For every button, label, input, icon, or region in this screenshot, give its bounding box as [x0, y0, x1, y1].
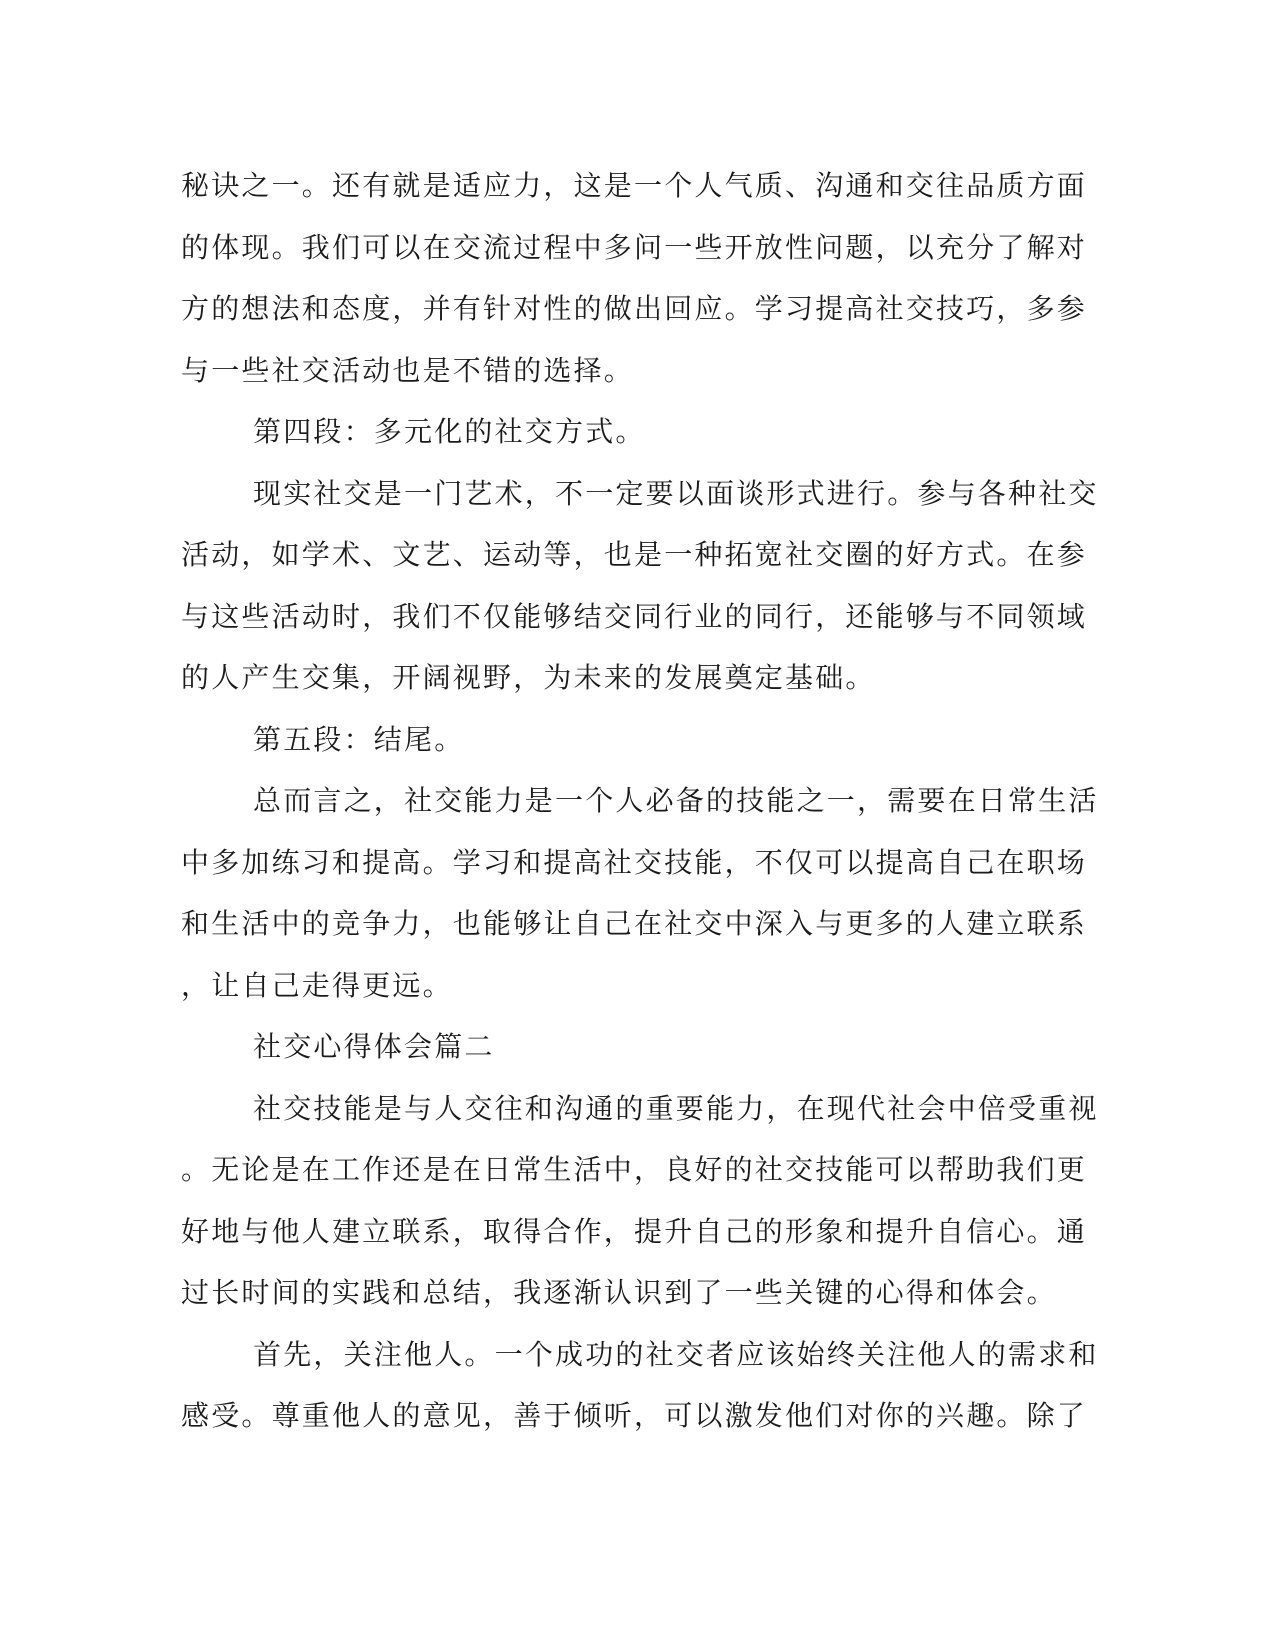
text-line: 社交心得体会篇二: [253, 1030, 495, 1063]
text-line: 的体现。我们可以在交流过程中多问一些开放性问题，以充分了解对: [181, 230, 1088, 264]
text-line: 和生活中的竞争力，也能够让自己在社交中深入与更多的人建立联系: [181, 907, 1088, 940]
text-line: 秘诀之一。还有就是适应力，这是一个人气质、沟通和交往品质方面: [181, 169, 1088, 202]
text-line: 活动，如学术、文艺、运动等，也是一种拓宽社交圈的好方式。在参: [181, 538, 1088, 571]
text-line: 。无论是在工作还是在日常生活中，良好的社交技能可以帮助我们更: [181, 1153, 1088, 1186]
text-line: 现实社交是一门艺术，不一定要以面谈形式进行。参与各种社交: [253, 476, 1099, 510]
text-line: 的人产生交集，开阔视野，为未来的发展奠定基础。: [181, 661, 876, 694]
text-line: 第五段：结尾。: [253, 722, 465, 756]
text-line: 感受。尊重他人的意见，善于倾听，可以激发他们对你的兴趣。除了: [181, 1399, 1088, 1432]
text-line: 过长时间的实践和总结，我逐渐认识到了一些关键的心得和体会。: [181, 1276, 1057, 1309]
text-line: 与这些活动时，我们不仅能够结交同行业的同行，还能够与不同领域: [181, 599, 1088, 633]
text-line: 方的想法和态度，并有针对性的做出回应。学习提高社交技巧，多参: [181, 292, 1088, 325]
text-line: 社交技能是与人交往和沟通的重要能力，在现代社会中倍受重视: [253, 1091, 1099, 1125]
text-line: 第四段：多元化的社交方式。: [253, 415, 646, 448]
text-line: 总而言之，社交能力是一个人必备的技能之一，需要在日常生活: [253, 784, 1099, 817]
text-line: 与一些社交活动也是不错的选择。: [181, 353, 635, 387]
document-body: [181, 155, 1099, 1447]
text-line: ，让自己走得更远。: [181, 968, 453, 1002]
text-line: 中多加练习和提高。学习和提高社交技能，不仅可以提高自己在职场: [181, 845, 1088, 879]
text-line: 首先，关注他人。一个成功的社交者应该始终关注他人的需求和: [253, 1337, 1099, 1371]
text-line: 好地与他人建立联系，取得合作，提升自己的形象和提升自信心。通: [181, 1214, 1088, 1248]
